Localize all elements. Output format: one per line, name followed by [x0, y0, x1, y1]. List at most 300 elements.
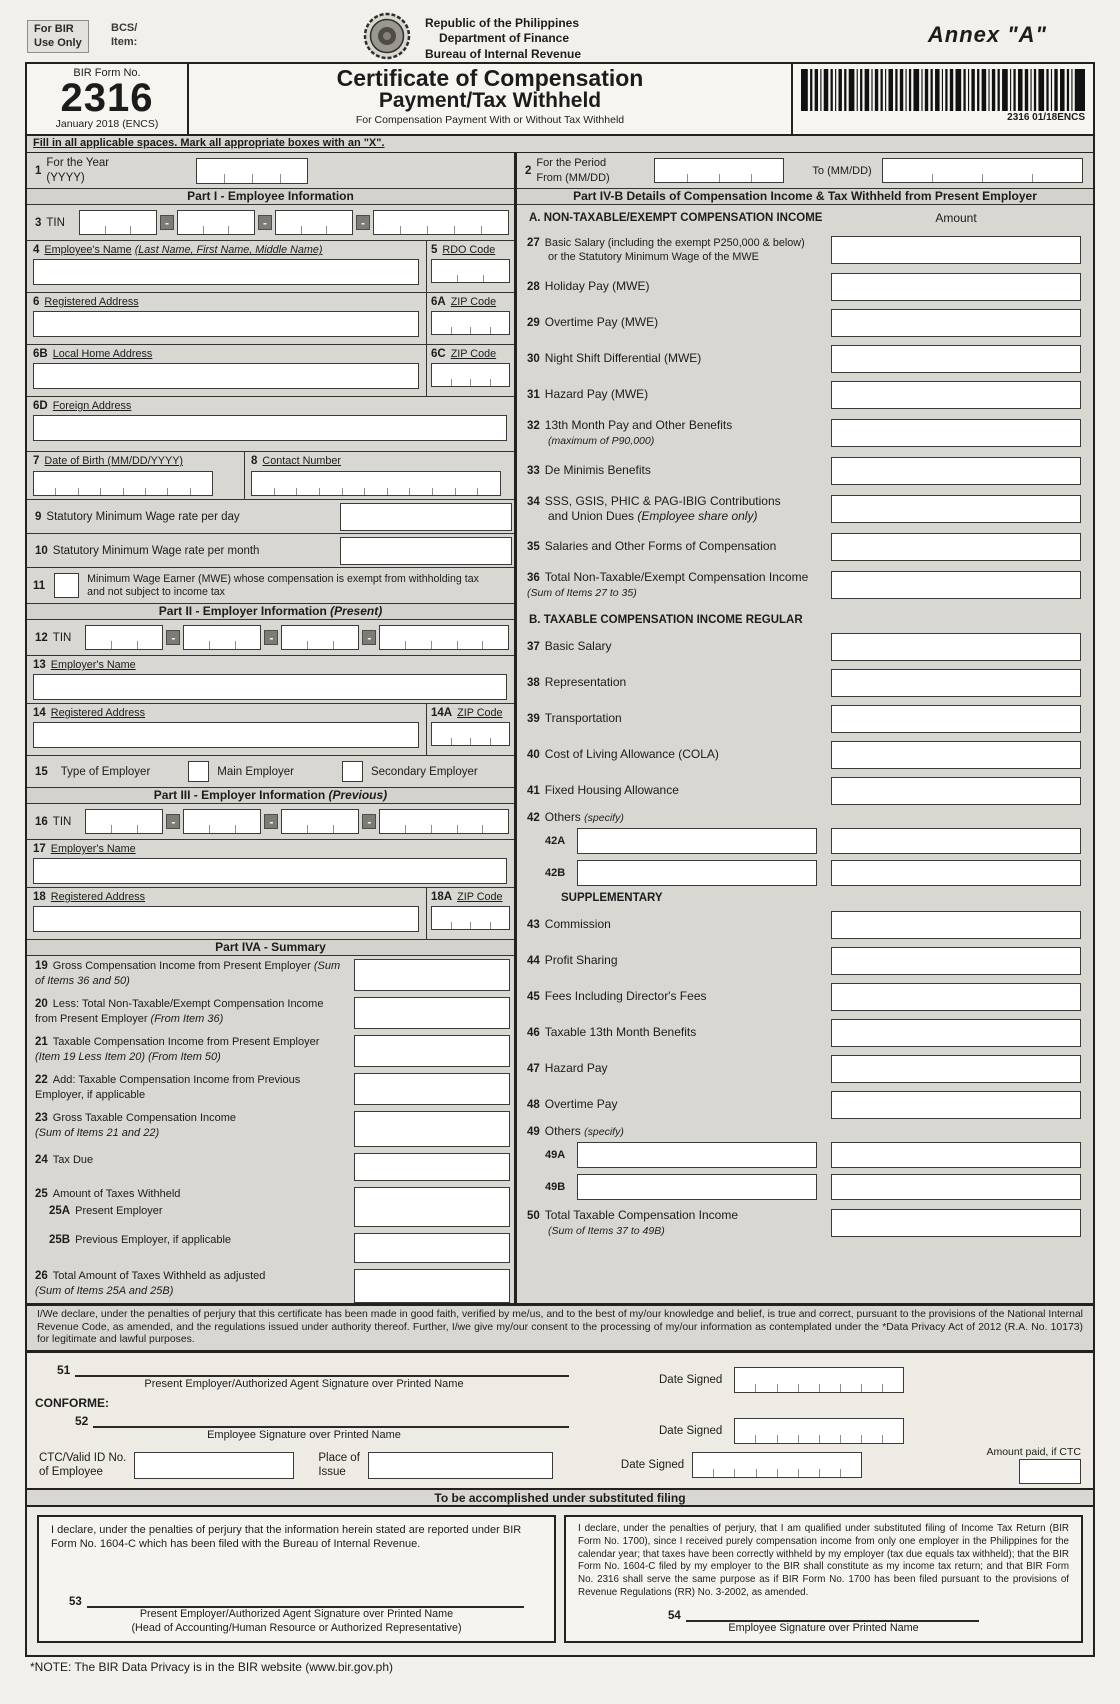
- item-29-label: Overtime Pay (MWE): [544, 315, 659, 330]
- item-27-amount-box[interactable]: [831, 236, 1081, 264]
- item-50-label: Total Taxable Compensation Income: [544, 1207, 739, 1222]
- use-only-label: Use Only: [34, 37, 82, 50]
- item-49a-amount-box[interactable]: [831, 1142, 1081, 1168]
- item-6b-number: 6B: [33, 348, 48, 360]
- item-49-number: 49: [527, 1126, 540, 1138]
- item-31-number: 31: [527, 389, 540, 402]
- wage-per-day-input[interactable]: [340, 503, 512, 531]
- item-32-label: 13th Month Pay and Other Benefits: [544, 417, 733, 432]
- item-2-number: 2: [525, 164, 532, 177]
- item-23-amount-box[interactable]: [354, 1111, 510, 1147]
- row-item-35: [517, 529, 1093, 565]
- item-30-label: Night Shift Differential (MWE): [544, 351, 702, 366]
- item-33-number: 33: [527, 465, 540, 478]
- item-46-number: 46: [527, 1027, 540, 1040]
- item-21-sublabel: (Item 19 Less Item 20) (From Item 50): [35, 1050, 221, 1063]
- row-item-42b: [517, 857, 1093, 889]
- item-25b-amount-box[interactable]: [354, 1233, 510, 1263]
- item-37-amount-box[interactable]: [831, 633, 1081, 661]
- row-item-39: [517, 701, 1093, 737]
- item-25a-number: 25A: [49, 1204, 71, 1217]
- row-item-36: [517, 565, 1093, 605]
- item-35-number: 35: [527, 541, 540, 554]
- form-columns: [27, 152, 1093, 1303]
- row-present-employer-name: [27, 656, 514, 704]
- item-20-amount-box[interactable]: [354, 997, 510, 1029]
- bir-seal-icon: [363, 12, 411, 60]
- period-to-input[interactable]: [882, 158, 1083, 183]
- item-34-amount-box[interactable]: [831, 495, 1081, 523]
- item-20-sublabel: (From Item 36): [150, 1012, 224, 1025]
- row-local-home-address: [27, 345, 514, 397]
- item-25b-label: Previous Employer, if applicable: [75, 1234, 232, 1246]
- ctc-id-label: CTC/Valid ID No. of Employee: [39, 1451, 127, 1479]
- date-of-birth-input[interactable]: [33, 471, 213, 496]
- zip-code-6a-input[interactable]: [431, 311, 510, 335]
- substituted-filing-banner: To be accomplished under substituted filing: [27, 1488, 1093, 1507]
- for-bir-use-only-box: [27, 20, 89, 53]
- item-42b-specify-input[interactable]: [577, 860, 817, 886]
- zip-code-14a-input[interactable]: [431, 722, 510, 746]
- row-mwe-checkbox: [27, 568, 514, 604]
- item-42b-number: 42B: [545, 867, 566, 879]
- bcs-item-label: [111, 21, 137, 50]
- item-46-amount-box[interactable]: [831, 1019, 1081, 1047]
- item-30-amount-box[interactable]: [831, 345, 1081, 373]
- item-13-number: 13: [33, 659, 46, 671]
- amount-paid-label: Amount paid, if CTC: [986, 1446, 1081, 1459]
- row-employee-registered-address: [27, 293, 514, 345]
- item-53-number: 53: [69, 1596, 82, 1609]
- conforme-label: CONFORME:: [35, 1396, 109, 1411]
- government-header: [425, 16, 581, 62]
- item-33-amount-box[interactable]: [831, 457, 1081, 485]
- bcs-label: BCS/: [111, 22, 138, 34]
- item-20-number: 20: [35, 998, 48, 1010]
- row-item-49a: [517, 1139, 1093, 1171]
- top-header: [25, 14, 1095, 60]
- form-no-label: BIR Form No.: [73, 67, 141, 79]
- row-minimum-wage-day: [27, 500, 514, 534]
- zip-code-6c-input[interactable]: [431, 363, 510, 387]
- item-2-label: For the Period From (MM/DD): [536, 157, 610, 184]
- item-3-number: 3: [35, 216, 42, 229]
- item-38-label: Representation: [544, 675, 627, 690]
- date-signed-52-input[interactable]: [734, 1418, 904, 1444]
- tin-dash-icon: -: [160, 215, 174, 230]
- item-32-amount-box[interactable]: [831, 419, 1081, 447]
- item-54-number: 54: [668, 1609, 681, 1622]
- item-24-amount-box[interactable]: [354, 1153, 510, 1181]
- local-home-address-input[interactable]: [33, 363, 419, 389]
- main-employer-label: Main Employer: [217, 765, 294, 778]
- employee-tin-group-3[interactable]: [275, 210, 353, 235]
- period-from-input[interactable]: [654, 158, 784, 183]
- barcode-icon: [801, 69, 1085, 111]
- item-45-amount-box[interactable]: [831, 983, 1081, 1011]
- tin-dash-icon: -: [166, 630, 180, 645]
- item-1-number: 1: [35, 164, 42, 177]
- item-14a-number: 14A: [431, 707, 453, 719]
- item-41-amount-box[interactable]: [831, 777, 1081, 805]
- item-6c-label: ZIP Code: [450, 348, 497, 360]
- employer-substituted-box: [37, 1515, 556, 1643]
- annex-a-label: Annex "A": [927, 22, 1047, 47]
- item-43-amount-box[interactable]: [831, 911, 1081, 939]
- signature-53-caption-line2: (Head of Accounting/Human Resource or Authorized Representative): [131, 1621, 462, 1634]
- item-42-label: Others: [544, 810, 581, 824]
- item-36-sublabel: (Sum of Items 27 to 35): [527, 587, 637, 600]
- present-employer-name-input[interactable]: [33, 674, 507, 700]
- item-6b-label: Local Home Address: [52, 348, 153, 360]
- previous-employer-tin-group-1[interactable]: [85, 809, 163, 834]
- item-19-number: 19: [35, 960, 48, 972]
- present-employer-tin-group-4[interactable]: [379, 625, 509, 650]
- item-4-sublabel: (Last Name, First Name, Middle Name): [134, 244, 323, 256]
- form-number: 2316: [60, 76, 154, 120]
- secondary-employer-checkbox[interactable]: [342, 761, 363, 782]
- item-43-label: Commission: [544, 917, 611, 932]
- item-6d-number: 6D: [33, 400, 48, 412]
- previous-employer-tin-group-4[interactable]: [379, 809, 509, 834]
- foreign-address-input[interactable]: [33, 415, 507, 441]
- item-28-label: Holiday Pay (MWE): [544, 279, 650, 294]
- ctc-id-input[interactable]: [134, 1452, 294, 1479]
- form-title-line1: Certificate of Compensation: [336, 65, 644, 91]
- item-35-amount-box[interactable]: [831, 533, 1081, 561]
- main-employer-checkbox[interactable]: [188, 761, 209, 782]
- section-a-title: A. NON-TAXABLE/EXEMPT COMPENSATION INCOME: [529, 212, 823, 224]
- item-43-number: 43: [527, 919, 540, 932]
- row-item-32: [517, 413, 1093, 453]
- row-previous-employer-address: [27, 888, 514, 940]
- title-block: [27, 64, 1093, 136]
- row-minimum-wage-month: [27, 534, 514, 568]
- item-48-amount-box[interactable]: [831, 1091, 1081, 1119]
- item-13-label: Employer's Name: [50, 659, 136, 671]
- item-24-label: Tax Due: [52, 1154, 94, 1166]
- signature-54-caption: Employee Signature over Printed Name: [728, 1621, 919, 1634]
- item-44-number: 44: [527, 955, 540, 968]
- row-item-19: [27, 956, 514, 994]
- row-item-33: [517, 453, 1093, 489]
- row-ctc: [39, 1446, 1081, 1484]
- row-birthdate-contact: [27, 452, 514, 500]
- item-42a-specify-input[interactable]: [577, 828, 817, 854]
- item-5-number: 5: [431, 244, 438, 256]
- employee-tin-group-1[interactable]: [79, 210, 157, 235]
- form-subtitle: For Compensation Payment With or Without Tax Withheld: [355, 114, 625, 127]
- item-18-label: Registered Address: [50, 891, 146, 903]
- item-18-number: 18: [33, 891, 46, 903]
- item-26-number: 26: [35, 1270, 48, 1282]
- signature-line-54[interactable]: [686, 1604, 979, 1622]
- item-6d-label: Foreign Address: [52, 400, 132, 412]
- previous-employer-address-input[interactable]: [33, 906, 419, 932]
- present-employer-tin-group-2[interactable]: [183, 625, 261, 650]
- row-item-46: [517, 1015, 1093, 1051]
- item-33-label: De Minimis Benefits: [544, 463, 651, 478]
- contact-number-input[interactable]: [251, 471, 501, 496]
- item-50-number: 50: [527, 1209, 540, 1222]
- item-26-label: Total Amount of Taxes Withheld as adjusted: [52, 1270, 266, 1282]
- wage-per-month-input[interactable]: [340, 537, 512, 565]
- item-31-amount-box[interactable]: [831, 381, 1081, 409]
- section-b-header: B. TAXABLE COMPENSATION INCOME REGULAR: [529, 614, 803, 626]
- item-21-number: 21: [35, 1036, 48, 1048]
- item-5-label: RDO Code: [442, 244, 496, 256]
- item-48-number: 48: [527, 1099, 540, 1112]
- item-44-amount-box[interactable]: [831, 947, 1081, 975]
- row-present-employer-tin: [27, 620, 514, 656]
- item-4-label: Employee's Name: [44, 244, 132, 256]
- present-employer-tin-group-3[interactable]: [281, 625, 359, 650]
- item-42b-amount-box[interactable]: [831, 860, 1081, 886]
- perjury-declaration: I/We declare, under the penalties of perjury that this certificate has been made in good faith, verified by me/us, and to the best of my/our knowledge and belief, is true and correct, pursuant to the provisions of the National Internal Revenue Code, as amended, and the regulations issued under authority thereof. Further, I/we give my/our consent to the processing of my/our information as contemplated under the *Data Privacy Act of 2012 (R.A. No. 10173) for legitimate and lawful purposes.: [27, 1303, 1093, 1353]
- item-16-number: 16: [35, 815, 48, 828]
- previous-employer-tin-group-2[interactable]: [183, 809, 261, 834]
- employee-substituted-box: [564, 1515, 1083, 1643]
- employee-tin-group-2[interactable]: [177, 210, 255, 235]
- item-36-label: Total Non-Taxable/Exempt Compensation Income: [544, 569, 809, 584]
- item-23-sublabel: (Sum of Items 21 and 22): [35, 1126, 160, 1139]
- row-item-43: [517, 907, 1093, 943]
- row-item-38: [517, 665, 1093, 701]
- right-column: [517, 153, 1093, 1303]
- item-27-number: 27: [527, 237, 540, 250]
- secondary-employer-label: Secondary Employer: [370, 765, 478, 778]
- item-25a-label: Present Employer: [75, 1204, 163, 1217]
- barcode-text: 2316 01/18ENCS: [1007, 112, 1085, 123]
- item-15-number: 15: [35, 765, 48, 778]
- item-6a-label: ZIP Code: [450, 296, 497, 308]
- item-42-header: [517, 809, 1093, 825]
- item-25-label: Amount of Taxes Withheld: [52, 1188, 181, 1200]
- item-41-label: Fixed Housing Allowance: [544, 783, 679, 798]
- item-37-label: Basic Salary: [544, 639, 612, 654]
- mwe-checkbox[interactable]: [54, 573, 79, 598]
- row-previous-employer-tin: [27, 804, 514, 840]
- row-previous-employer-name: [27, 840, 514, 888]
- bureau-label: Bureau of Internal Revenue: [425, 46, 582, 61]
- row-item-45: [517, 979, 1093, 1015]
- item-6-label: Registered Address: [44, 296, 139, 308]
- row-signature-51: [39, 1359, 1081, 1393]
- item-47-amount-box[interactable]: [831, 1055, 1081, 1083]
- item-38-amount-box[interactable]: [831, 669, 1081, 697]
- row-employee-tin: [27, 205, 514, 241]
- present-employer-address-input[interactable]: [33, 722, 419, 748]
- employee-tin-group-4[interactable]: [373, 210, 509, 235]
- row-signature-52: [39, 1410, 1081, 1444]
- form-title: [189, 64, 791, 134]
- item-19-amount-box[interactable]: [354, 959, 510, 991]
- item-49a-specify-input[interactable]: [577, 1142, 817, 1168]
- item-40-amount-box[interactable]: [831, 741, 1081, 769]
- item-15-label: Type of Employer: [60, 765, 151, 778]
- item-41-number: 41: [527, 785, 540, 798]
- previous-employer-name-input[interactable]: [33, 858, 507, 884]
- signature-line-52[interactable]: [93, 1410, 569, 1428]
- item-27-label-line1: Basic Salary (including the exempt P250,000 & below): [544, 237, 805, 250]
- item-49-sublabel: (specify): [584, 1126, 624, 1138]
- row-item-28: [517, 269, 1093, 305]
- form-body: [25, 62, 1095, 1657]
- form-edition: January 2018 (ENCS): [55, 118, 159, 130]
- part4a-header: Part IVA - Summary: [27, 940, 514, 956]
- item-23-label: Gross Taxable Compensation Income: [52, 1112, 237, 1124]
- item-39-number: 39: [527, 713, 540, 726]
- item-34-number: 34: [527, 495, 540, 508]
- item-20-label: Less: Total Non-Taxable/Exempt Compensation Income from Present Employer: [35, 998, 324, 1025]
- left-column: [27, 153, 517, 1303]
- item-52-number: 52: [75, 1414, 89, 1429]
- employee-registered-address-input[interactable]: [33, 311, 419, 337]
- row-item-49b: [517, 1171, 1093, 1203]
- item-49-label: Others: [544, 1124, 581, 1138]
- item-21-label: Taxable Compensation Income from Present Employer: [52, 1036, 320, 1048]
- republic-label: Republic of the Philippines: [425, 16, 580, 30]
- item-49b-amount-box[interactable]: [831, 1174, 1081, 1200]
- for-bir-label: For BIR: [34, 23, 74, 35]
- item-25a-amount-box[interactable]: [354, 1187, 510, 1227]
- employee-substituted-declaration: I declare, under the penalties of perjury, that I am qualified under substituted filing of Income Tax Return (BIR Form No. 1700), since I received purely compensation income from only one employer in the Philippines for the calendar year; that taxes have been correctly withheld by my employer (tax due equals tax withheld); that the BIR Form No. 1604-C filed by my employer to the BIR shall constitute as my income tax return; and that BIR Form No. 2316 shall serve the same purpose as if BIR Form No. 1700 has been filed pursuant to the provisions of Revenue Regulations (RR) No. 3-2002, as amended.: [578, 1523, 1069, 1598]
- part1-header: Part I - Employee Information: [27, 189, 514, 205]
- year-input[interactable]: [196, 158, 308, 184]
- item-29-amount-box[interactable]: [831, 309, 1081, 337]
- substituted-filing-section: [27, 1507, 1093, 1655]
- item-11-number: 11: [33, 579, 46, 592]
- item-39-amount-box[interactable]: [831, 705, 1081, 733]
- place-of-issue-input[interactable]: [368, 1452, 553, 1479]
- row-item-41: [517, 773, 1093, 809]
- tin-dash-icon: -: [362, 814, 376, 829]
- form-title-line2: Payment/Tax Withheld: [378, 89, 602, 113]
- item-39-label: Transportation: [544, 711, 622, 726]
- row-item-40: [517, 737, 1093, 773]
- item-8-number: 8: [251, 455, 258, 467]
- item-42-sublabel: (specify): [584, 812, 624, 824]
- date-signed-51-label: Date Signed: [659, 1374, 723, 1387]
- item-45-label: Fees Including Director's Fees: [544, 989, 707, 1004]
- item-38-number: 38: [527, 677, 540, 690]
- item-label: Item:: [111, 36, 138, 49]
- item-32-number: 32: [527, 419, 540, 432]
- item-32-sublabel: (maximum of P90,000): [548, 435, 655, 448]
- signature-line-53[interactable]: [87, 1590, 524, 1608]
- item-44-label: Profit Sharing: [544, 953, 618, 968]
- item-28-amount-box[interactable]: [831, 273, 1081, 301]
- zip-code-18a-input[interactable]: [431, 906, 510, 930]
- item-28-number: 28: [527, 281, 540, 294]
- date-signed-51-input[interactable]: [734, 1367, 904, 1393]
- item-19-sublabel: (Sum of Items 36 and 50): [35, 960, 341, 987]
- row-item-42a: [517, 825, 1093, 857]
- item-49a-number: 49A: [545, 1149, 566, 1161]
- item-19-label: Gross Compensation Income from Present Employer: [52, 960, 311, 972]
- row-item-47: [517, 1051, 1093, 1087]
- item-18a-number: 18A: [431, 891, 453, 903]
- previous-employer-tin-group-3[interactable]: [281, 809, 359, 834]
- rdo-code-input[interactable]: [431, 259, 510, 283]
- row-item-31: [517, 377, 1093, 413]
- item-26-sublabel: (Sum of Items 25A and 25B): [35, 1284, 174, 1297]
- department-label: Department of Finance: [439, 31, 570, 46]
- item-10-label: Statutory Minimum Wage rate per month: [52, 544, 260, 557]
- item-42a-amount-box[interactable]: [831, 828, 1081, 854]
- item-22-amount-box[interactable]: [354, 1073, 510, 1105]
- item-35-label: Salaries and Other Forms of Compensation: [544, 539, 777, 554]
- item-34-label-line2: and Union Dues: [548, 509, 635, 524]
- item-6c-number: 6C: [431, 348, 446, 360]
- item-49b-specify-input[interactable]: [577, 1174, 817, 1200]
- item-7-number: 7: [33, 455, 40, 467]
- item-34-label-line1: SSS, GSIS, PHIC & PAG-IBIG Contributions: [544, 493, 781, 508]
- item-49b-number: 49B: [545, 1181, 566, 1193]
- item-36-amount-box[interactable]: [831, 571, 1081, 599]
- date-signed-ctc-input[interactable]: [692, 1452, 862, 1478]
- section-a-header: [517, 205, 1093, 231]
- item-40-label: Cost of Living Allowance (COLA): [544, 747, 719, 762]
- row-item-25b: [27, 1230, 514, 1266]
- item-14-label: Registered Address: [50, 707, 146, 719]
- date-signed-ctc-label: Date Signed: [620, 1459, 685, 1472]
- row-item-22: [27, 1070, 514, 1108]
- employee-name-input[interactable]: [33, 259, 419, 285]
- item-49-header: [517, 1123, 1093, 1139]
- row-for-the-year: [27, 153, 514, 189]
- item-50-amount-box[interactable]: [831, 1209, 1081, 1237]
- item-22-label: Add: Taxable Compensation Income from Previous Employer, if applicable: [35, 1074, 301, 1101]
- barcode-box: [791, 64, 1093, 134]
- part2-header: Part II - Employer Information (Present): [27, 604, 514, 620]
- row-item-37: [517, 629, 1093, 665]
- row-item-34: [517, 489, 1093, 529]
- present-employer-tin-group-1[interactable]: [85, 625, 163, 650]
- row-item-48: [517, 1087, 1093, 1123]
- item-21-amount-box[interactable]: [354, 1035, 510, 1067]
- item-9-label: Statutory Minimum Wage rate per day: [46, 510, 240, 523]
- item-24-number: 24: [35, 1154, 48, 1166]
- item-25-number: 25: [35, 1188, 48, 1200]
- signature-section: [27, 1353, 1093, 1488]
- part3-header: Part III - Employer Information (Previous): [27, 788, 514, 804]
- item-26-amount-box[interactable]: [354, 1269, 510, 1303]
- item-23-number: 23: [35, 1112, 48, 1124]
- item-29-number: 29: [527, 317, 540, 330]
- item-14-number: 14: [33, 707, 46, 719]
- item-48-label: Overtime Pay: [544, 1097, 618, 1112]
- item-25b-number: 25B: [49, 1234, 71, 1246]
- row-item-25a: [27, 1184, 514, 1230]
- row-item-30: [517, 341, 1093, 377]
- tin-dash-icon: -: [258, 215, 272, 230]
- row-item-50: [517, 1203, 1093, 1243]
- tin-dash-icon: -: [356, 215, 370, 230]
- item-47-number: 47: [527, 1063, 540, 1076]
- item-11-label: Minimum Wage Earner (MWE) whose compensation is exempt from withholding tax and not subject to income tax: [87, 572, 479, 598]
- signature-line-51[interactable]: [75, 1359, 569, 1377]
- item-16-label: TIN: [52, 815, 72, 828]
- item-45-number: 45: [527, 991, 540, 1004]
- instruction-line: Fill in all applicable spaces. Mark all appropriate boxes with an "X".: [33, 137, 385, 149]
- amount-paid-input[interactable]: [1019, 1459, 1081, 1484]
- tin-dash-icon: -: [362, 630, 376, 645]
- item-7-label: Date of Birth (MM/DD/YYYY): [44, 455, 183, 467]
- row-type-of-employer: [27, 756, 514, 788]
- supplementary-header: SUPPLEMENTARY: [561, 892, 663, 904]
- item-4-number: 4: [33, 244, 40, 256]
